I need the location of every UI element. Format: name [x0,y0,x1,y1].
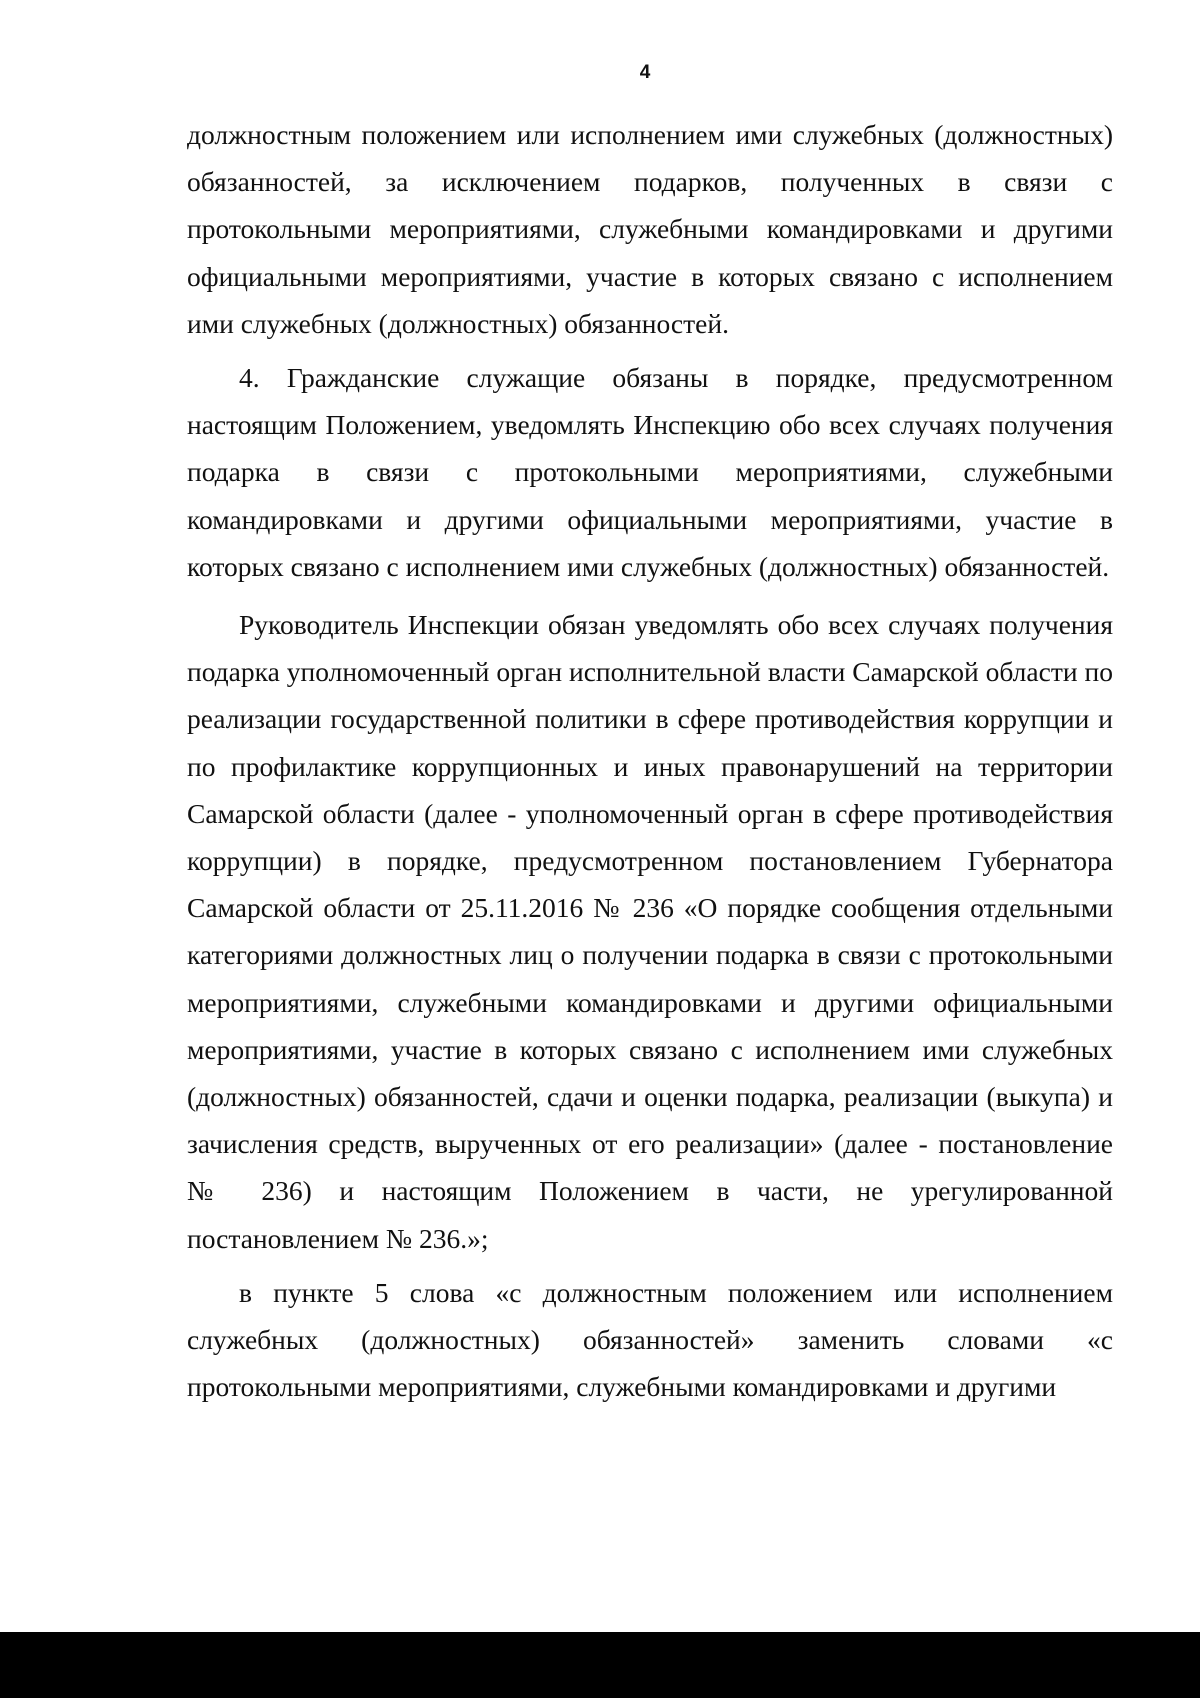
scan-bottom-border [0,1632,1200,1698]
paragraph-item-5-amendment: в пункте 5 слова «с должностным положением или исполнением служебных (должностных) обязанностей» заменить словами «с протокольными мероприятиями, служебными командировками и другими [187,1276,1113,1403]
document-body [187,111,1113,1410]
page-number: 4 [639,62,651,83]
paragraph-item-4: 4. Гражданские служащие обязаны в порядке, предусмотренном настоящим Положением, уведомлять Инспекцию обо всех случаях получения подарка в связи с протокольными мероприятиями, служебными командировками и другими официальными мероприятиями, участие в которых связано с исполнением ими служебных (должностных) обязанностей. [187,362,1113,582]
paragraph-continuation: должностным положением или исполнением ими служебных (должностных) обязанностей, за исключением подарков, полученных в связи с протокольными мероприятиями, служебными командировками и другими официальными мероприятиями, участие в которых связано с исполнением ими служебных (должностных) обязанностей. [187,119,1113,339]
paragraph-head-of-inspection: Руководитель Инспекции обязан уведомлять обо всех случаях получения подарка уполномоченный орган исполнительной власти Самарской области по реализации государственной политики в сфере противодействия коррупции и по профилактике коррупционных и иных правонарушений на территории Самарской области (далее - уполномоченный орган в сфере противодействия коррупции) в порядке, предусмотренном постановлением Губернатора Самарской области от 25.11.2016 № 236 «О порядке сообщения отдельными категориями должностных лиц о получении подарка в связи с протокольными мероприятиями, служебными командировками и другими официальными мероприятиями, участие в которых связано с исполнением ими служебных (должностных) обязанностей, сдачи и оценки подарка, реализации (выкупа) и зачисления средств, вырученных от его реализации» (далее - постановление № 236) и настоящим Положением в части, не урегулированной постановлением № 236.»; [187,609,1113,1254]
